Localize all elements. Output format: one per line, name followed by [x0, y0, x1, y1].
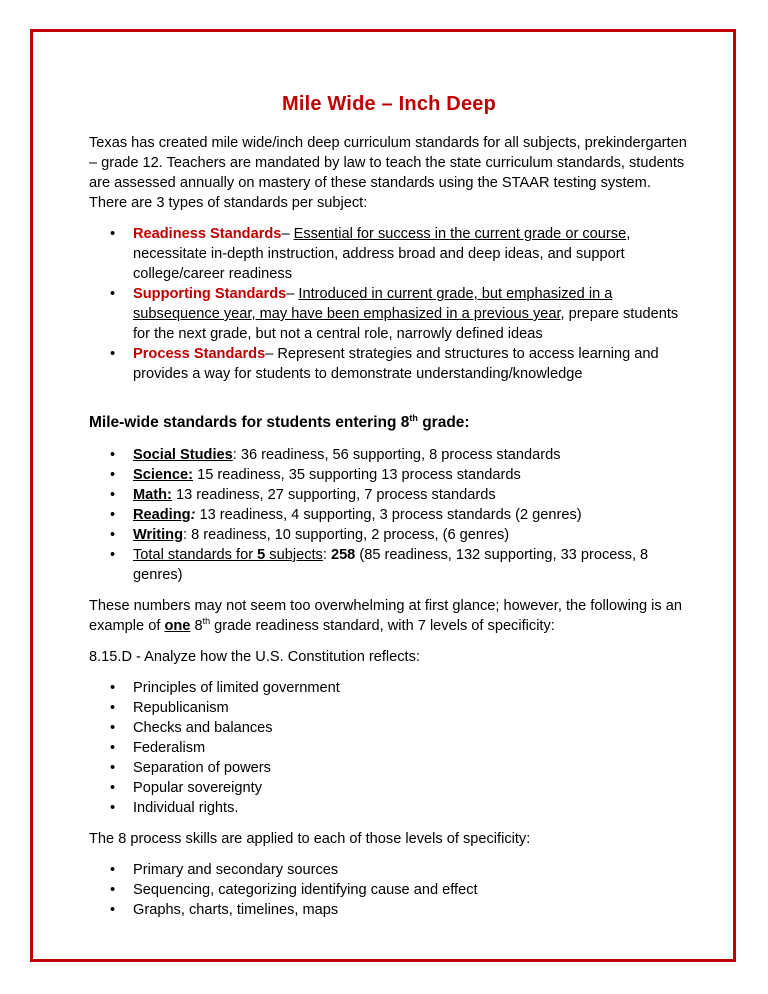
list-item: • Individual rights.: [110, 800, 239, 816]
list-item: • Separation of powers: [110, 760, 271, 776]
list-item-supporting: • Supporting Standards– Introduced in current grade, but emphasized in a subsequence year, may have been emphasized in a previous year, prepare students for the next grade, but not a central role, narrowly defined ideas: [110, 286, 679, 342]
subjects-list: [89, 445, 689, 585]
list-item: • Republicanism: [110, 700, 229, 716]
bullet-icon: •: [110, 487, 116, 503]
document-body: [89, 93, 689, 920]
bullet-icon: •: [110, 800, 116, 816]
bullet-icon: •: [110, 226, 116, 242]
bullet-icon: •: [110, 862, 116, 878]
bullet-icon: •: [110, 527, 116, 543]
list-item: • Checks and balances: [110, 720, 273, 736]
list-item-process: • Process Standards– Represent strategies and structures to access learning and provides a way for students to demonstrate understanding/knowledge: [110, 346, 659, 382]
bullet-icon: •: [110, 680, 116, 696]
principles-list: [89, 678, 689, 818]
bullet-icon: •: [110, 760, 116, 776]
list-item: • Federalism: [110, 740, 206, 756]
list-item-science: • Science: 15 readiness, 35 supporting 13 process standards: [110, 467, 521, 483]
bullet-icon: •: [110, 346, 116, 362]
page-title: Mile Wide – Inch Deep: [281, 93, 497, 115]
bullet-icon: •: [110, 547, 116, 563]
list-item: • Graphs, charts, timelines, maps: [110, 902, 339, 918]
bullet-icon: •: [110, 780, 116, 796]
bullet-icon: •: [110, 467, 116, 483]
bullet-icon: •: [110, 447, 116, 463]
bullet-icon: •: [110, 720, 116, 736]
list-item: • Sequencing, categorizing identifying cause and effect: [110, 882, 478, 898]
process-intro: The 8 process skills are applied to each of those levels of specificity:: [89, 831, 531, 847]
standard-types-list: [89, 224, 689, 384]
process-skills-list: [89, 860, 689, 920]
list-item-writing: • Writing: 8 readiness, 10 supporting, 2 process, (6 genres): [110, 527, 510, 543]
list-item: • Principles of limited government: [110, 680, 340, 696]
list-item: • Primary and secondary sources: [110, 862, 339, 878]
example-paragraph: These numbers may not seem too overwhelming at first glance; however, the following is an example of one 8th grade readiness standard, with 7 levels of specificity:: [89, 598, 682, 634]
bullet-icon: •: [110, 902, 116, 918]
bullet-icon: •: [110, 286, 116, 302]
bullet-icon: •: [110, 507, 116, 523]
bullet-icon: •: [110, 882, 116, 898]
bullet-icon: •: [110, 700, 116, 716]
list-item-reading: • Reading: 13 readiness, 4 supporting, 3 process standards (2 genres): [110, 507, 582, 523]
section-heading: Mile-wide standards for students entering 8th grade:: [89, 413, 470, 431]
bullet-icon: •: [110, 740, 116, 756]
list-item-readiness: • Readiness Standards– Essential for success in the current grade or course, necessitate in-depth instruction, address broad and deep ideas, and support college/career readiness: [110, 226, 631, 282]
intro-paragraph: Texas has created mile wide/inch deep curriculum standards for all subjects, prekindergarten – grade 12. Teachers are mandated by law to teach the state curriculum standards, students are assessed annually on mastery of these standards using the STAAR testing system. There are 3 types of standards per subject:: [89, 135, 687, 211]
list-item-social-studies: • Social Studies: 36 readiness, 56 supporting, 8 process standards: [110, 447, 561, 463]
list-item: • Popular sovereignty: [110, 780, 262, 796]
list-item-total: • Total standards for 5 subjects: 258 (85 readiness, 132 supporting, 33 process, 8 genres): [110, 547, 649, 583]
standard-code: 8.15.D - Analyze how the U.S. Constitution reflects:: [89, 649, 420, 665]
list-item-math: • Math: 13 readiness, 27 supporting, 7 process standards: [110, 487, 496, 503]
